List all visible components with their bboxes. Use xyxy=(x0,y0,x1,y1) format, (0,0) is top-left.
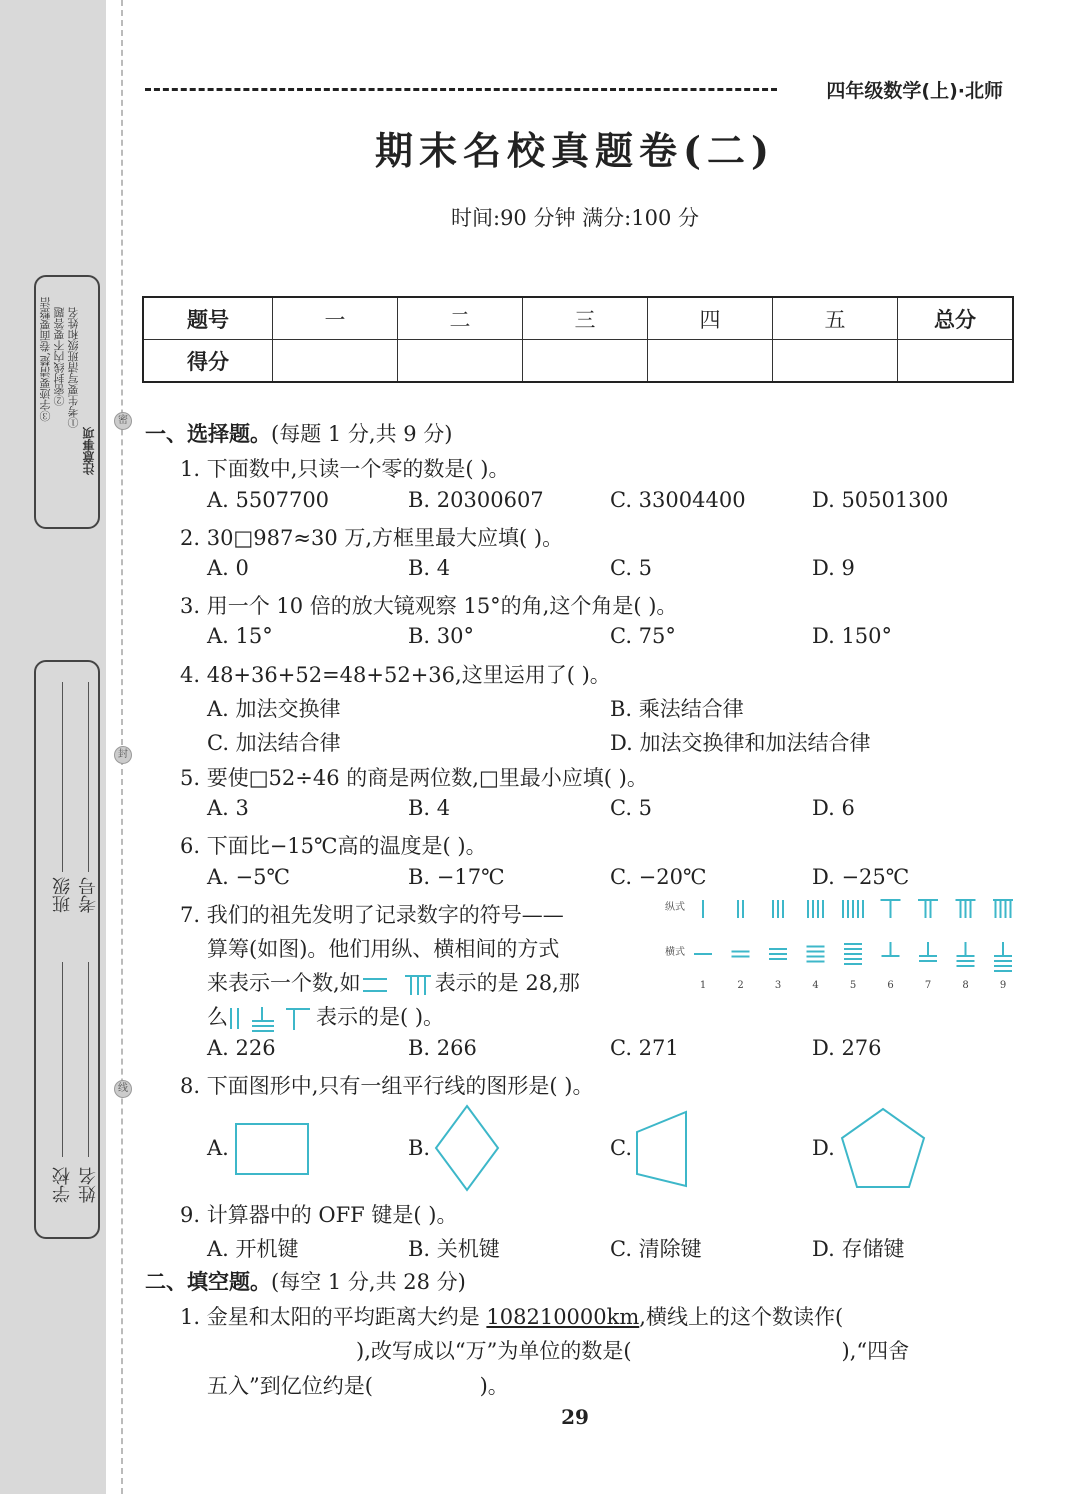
rod-example-28 xyxy=(361,973,435,997)
question-4: 4. 48+36+52=48+52+36,这里运用了( )。 xyxy=(180,663,611,687)
q9-option-c[interactable]: C. 清除键 xyxy=(610,1237,702,1261)
vertical-form-label: 纵式 xyxy=(665,902,685,913)
score-table-header-row xyxy=(143,297,1013,340)
note-1: ①考生要写清班级和姓名 xyxy=(67,307,80,428)
rod-digit-label: 4 xyxy=(812,980,819,991)
score-header-cell: 总分 xyxy=(898,297,1014,340)
school-label[interactable]: 学校 xyxy=(52,1167,73,1203)
note-3: ③字迹要清楚,卷面要整洁 xyxy=(39,297,52,422)
fill-q1-line-3 xyxy=(207,1370,509,1400)
question-1: 1. 下面数中,只读一个零的数是( )。 xyxy=(180,457,510,481)
question-2: 2. 30□987≈30 万,方框里最大应填( )。 xyxy=(180,526,564,550)
fill-q1-text-f: )。 xyxy=(472,1374,509,1398)
question-3: 3. 用一个 10 倍的放大镜观察 15°的角,这个角是( )。 xyxy=(180,594,678,618)
q6-option-b[interactable]: B. −17℃ xyxy=(408,865,505,889)
q3-option-a[interactable]: A. 15° xyxy=(207,624,273,648)
school-field-line xyxy=(62,962,63,1157)
fill-q1-text-c: ),改写成以“万”为单位的数是( xyxy=(356,1339,632,1363)
q9-option-d[interactable]: D. 存储键 xyxy=(812,1237,905,1261)
score-header-cell: 三 xyxy=(523,297,648,340)
question-7-line-2: 算筹(如图)。他们用纵、横相间的方式 xyxy=(207,937,560,961)
q6-option-a[interactable]: A. −5℃ xyxy=(207,865,290,889)
q4-option-b[interactable]: B. 乘法结合律 xyxy=(610,697,744,721)
q4-option-a[interactable]: A. 加法交换律 xyxy=(207,697,341,721)
q8-option-c[interactable]: C. xyxy=(610,1136,632,1160)
score-cell[interactable] xyxy=(773,340,898,383)
score-table-score-row xyxy=(143,340,1013,383)
section-2-note: (每空 1 分,共 28 分) xyxy=(271,1270,466,1294)
note-2: ②密封线内不要答题 xyxy=(53,307,66,406)
q8-option-b[interactable]: B. xyxy=(408,1136,431,1160)
q6-option-d[interactable]: D. −25℃ xyxy=(812,865,910,889)
question-7-line-1: 7. 我们的祖先发明了记录数字的符号—— xyxy=(180,903,564,927)
seal-char-1: 密 xyxy=(114,412,132,430)
q7-option-b[interactable]: B. 266 xyxy=(408,1036,477,1060)
q7-text-d: 表示的是( )。 xyxy=(316,1005,445,1029)
question-7-line-3 xyxy=(207,967,580,997)
section-1-title: 一、选择题。 xyxy=(145,422,271,446)
score-cell[interactable] xyxy=(898,340,1014,383)
q7-text-c: 么 xyxy=(207,1005,228,1029)
score-row-label: 得分 xyxy=(143,340,273,383)
score-header-cell: 四 xyxy=(648,297,773,340)
rod-digit-label: 5 xyxy=(849,980,857,991)
question-7-line-4 xyxy=(207,1001,444,1033)
score-header-cell: 二 xyxy=(398,297,523,340)
rod-question-number xyxy=(228,1005,316,1033)
q7-option-c[interactable]: C. 271 xyxy=(610,1036,679,1060)
fill-q1-line-2 xyxy=(356,1335,909,1365)
q7-text-a: 来表示一个数,如 xyxy=(207,971,361,995)
notes-title: 注意事项 xyxy=(82,427,96,475)
exam-title: 期末名校真题卷(二) xyxy=(375,128,775,173)
class-field-line xyxy=(62,682,63,872)
rod-digit-label: 6 xyxy=(887,980,894,991)
notes-box xyxy=(34,275,100,529)
page-header xyxy=(145,76,1015,102)
q3-option-d[interactable]: D. 150° xyxy=(812,624,893,648)
q1-option-b[interactable]: B. 20300607 xyxy=(408,488,544,512)
section-2-heading xyxy=(145,1266,466,1296)
name-label[interactable]: 姓名 xyxy=(78,1167,99,1203)
q2-option-a[interactable]: A. 0 xyxy=(207,556,249,580)
score-cell[interactable] xyxy=(523,340,648,383)
grade-subject-tag: 四年级数学(上)·北师 xyxy=(826,80,1003,102)
pentagon-shape[interactable] xyxy=(838,1106,928,1190)
trapezoid-shape[interactable] xyxy=(635,1110,689,1188)
question-6: 6. 下面比−15℃高的温度是( )。 xyxy=(180,834,487,858)
q3-option-b[interactable]: B. 30° xyxy=(408,624,475,648)
score-table xyxy=(142,296,1014,383)
seal-char-3: 线 xyxy=(114,1080,132,1098)
q1-option-a[interactable]: A. 5507700 xyxy=(207,488,330,512)
score-header-cell: 五 xyxy=(773,297,898,340)
question-8: 8. 下面图形中,只有一组平行线的图形是( )。 xyxy=(180,1074,594,1098)
q4-option-d[interactable]: D. 加法交换律和加法结合律 xyxy=(610,731,871,755)
exam-number-label[interactable]: 考号 xyxy=(78,877,99,913)
exam-time-and-score: 时间:90 分钟 满分:100 分 xyxy=(451,206,699,230)
class-label[interactable]: 班级 xyxy=(52,877,73,913)
q1-option-c[interactable]: C. 33004400 xyxy=(610,488,746,512)
name-field-line xyxy=(88,962,89,1157)
score-header-cell: 题号 xyxy=(143,297,273,340)
q7-option-d[interactable]: D. 276 xyxy=(812,1036,882,1060)
q8-option-a[interactable]: A. xyxy=(207,1136,229,1160)
rhombus-shape[interactable] xyxy=(434,1104,500,1192)
rod-digit-label: 8 xyxy=(962,980,969,991)
q5-option-b[interactable]: B. 4 xyxy=(408,796,451,820)
q6-option-c[interactable]: C. −20℃ xyxy=(610,865,707,889)
page-number: 29 xyxy=(561,1405,589,1429)
rod-digit-label: 2 xyxy=(737,980,744,991)
q1-option-d[interactable]: D. 50501300 xyxy=(812,488,949,512)
q4-option-c[interactable]: C. 加法结合律 xyxy=(207,731,341,755)
counting-rods-graphic xyxy=(690,896,1020,996)
seal-char-2: 封 xyxy=(114,746,132,764)
question-9: 9. 计算器中的 OFF 键是( )。 xyxy=(180,1203,458,1227)
q9-option-b[interactable]: B. 关机键 xyxy=(408,1237,500,1261)
q5-option-d[interactable]: D. 6 xyxy=(812,796,855,820)
fill-q1-text-d: ),“四舍 xyxy=(841,1339,910,1363)
score-cell[interactable] xyxy=(648,340,773,383)
q5-option-c[interactable]: C. 5 xyxy=(610,796,653,820)
fill-q1-text-a: 1. 金星和太阳的平均距离大约是 xyxy=(180,1305,487,1329)
header-dashed-rule xyxy=(145,88,777,91)
q7-option-a[interactable]: A. 226 xyxy=(207,1036,276,1060)
section-1-heading xyxy=(145,418,452,448)
section-1-note: (每题 1 分,共 9 分) xyxy=(271,422,453,446)
q2-option-b[interactable]: B. 4 xyxy=(408,556,451,580)
q9-option-a[interactable]: A. 开机键 xyxy=(207,1237,299,1261)
rectangle-shape[interactable] xyxy=(234,1122,310,1176)
score-header-cell: 一 xyxy=(273,297,398,340)
q5-option-a[interactable]: A. 3 xyxy=(207,796,249,820)
rod-digit-label: 9 xyxy=(999,980,1007,991)
fill-q1-text-b: ,横线上的这个数读作( xyxy=(639,1305,844,1329)
rod-digit-label: 7 xyxy=(924,980,932,991)
section-2-title: 二、填空题。 xyxy=(145,1270,271,1294)
q7-text-b: 表示的是 28,那 xyxy=(434,971,580,995)
q2-option-c[interactable]: C. 5 xyxy=(610,556,653,580)
fill-q1-text-e: 五入”到亿位约是( xyxy=(207,1374,373,1398)
question-5: 5. 要使□52÷46 的商是两位数,□里最小应填( )。 xyxy=(180,766,648,790)
fill-q1-line-1 xyxy=(180,1301,843,1331)
underlined-number: 108210000km xyxy=(486,1305,640,1329)
q8-option-d[interactable]: D. xyxy=(812,1136,835,1160)
rod-digit-label: 3 xyxy=(774,980,782,991)
score-cell[interactable] xyxy=(398,340,523,383)
q2-option-d[interactable]: D. 9 xyxy=(812,556,855,580)
score-cell[interactable] xyxy=(273,340,398,383)
q3-option-c[interactable]: C. 75° xyxy=(610,624,676,648)
exam-number-field-line xyxy=(88,682,89,872)
rod-digit-label: 1 xyxy=(699,980,707,991)
horizontal-form-label: 横式 xyxy=(665,947,685,958)
student-info-box xyxy=(34,660,100,1239)
